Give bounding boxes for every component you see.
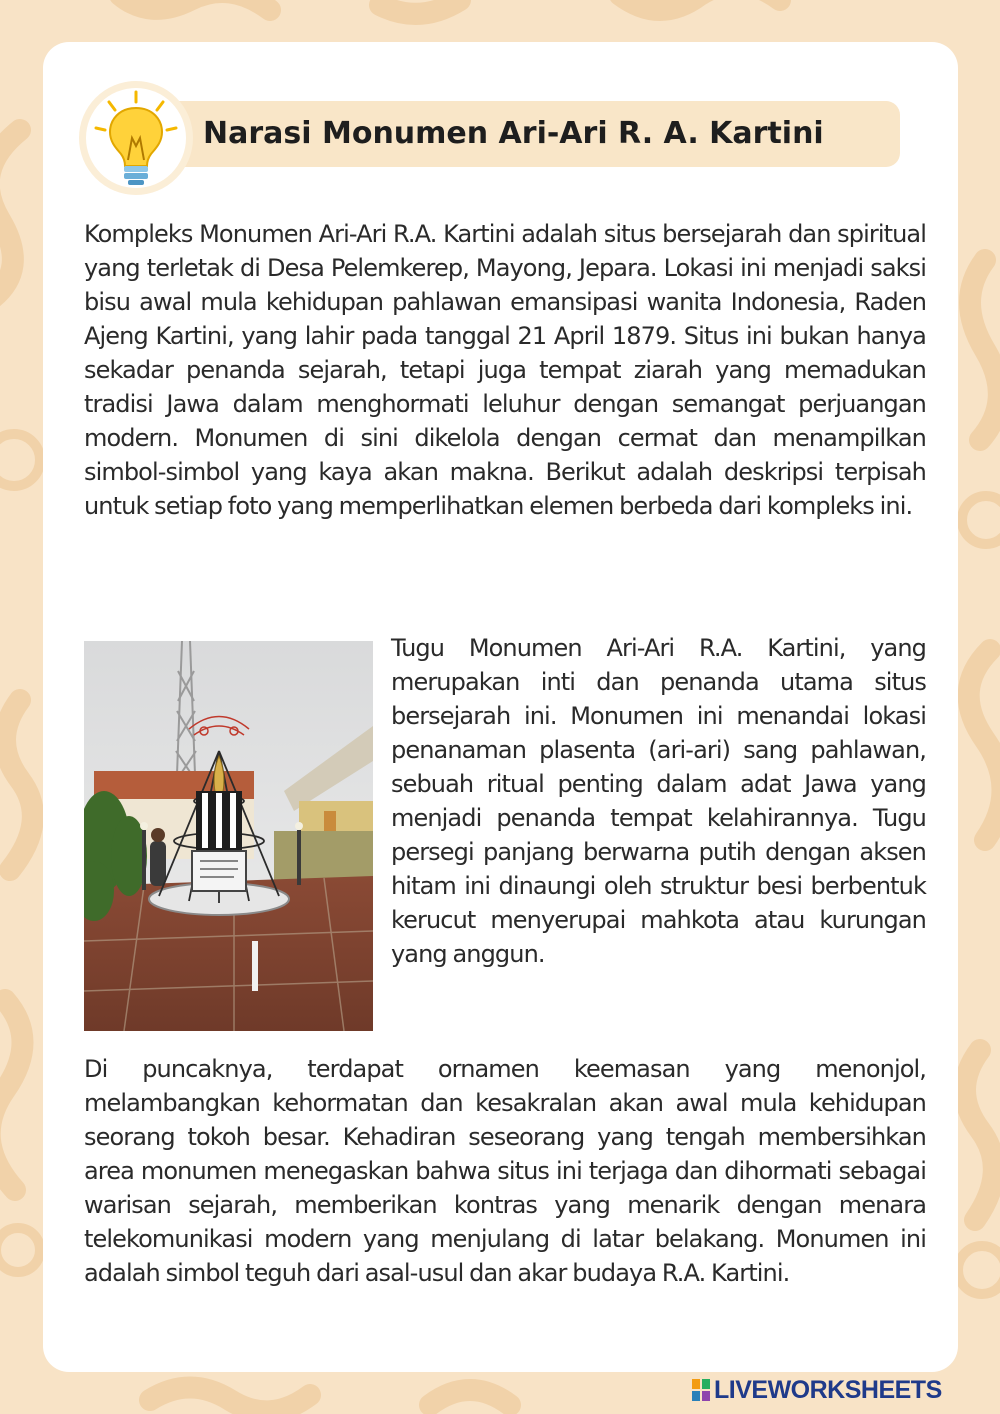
liveworksheets-brand-text: LIVEWORKSHEETS (714, 1376, 942, 1404)
photo-description: Tugu Monumen Ari-Ari R.A. Kartini, yang merupakan inti dan penanda utama situs bersejarah ini. Monumen ini menandai lokasi penanaman plasenta (ari-ari) sang pahlawan, sebuah ritual penting dalam adat Jawa yang menjadi penanda tempat kelahirannya. Tugu persegi panjang berwarna putih dengan aksen hitam ini dinaungi oleh struktur besi berbentuk kerucut menyerupai mahkota atau kurungan yang anggun. (391, 634, 926, 968)
monument-photo (84, 641, 373, 1031)
page-title: Narasi Monumen Ari-Ari R. A. Kartini (203, 116, 824, 151)
liveworksheets-logo-icon (692, 1379, 710, 1401)
liveworksheets-logo[interactable] (692, 1376, 992, 1404)
closing-paragraph: Di puncaknya, terdapat ornamen keemasan yang menonjol, melambangkan kehormatan dan kesakralan akan awal mula kehidupan seorang tokoh besar. Kehadiran seseorang yang tengah membersihkan area monumen menegaskan bahwa situs ini terjaga dan dihormati sebagai warisan sejarah, memberikan kontras yang menarik dengan menara telekomunikasi modern yang menjulang di latar belakang. Monumen ini adalah simbol teguh dari asal-usul dan akar budaya R.A. Kartini. (84, 1055, 926, 1287)
lightbulb-icon (76, 78, 196, 198)
intro-paragraph: Kompleks Monumen Ari-Ari R.A. Kartini adalah situs bersejarah dan spiritual yang terletak di Desa Pelemkerep, Mayong, Jepara. Lokasi ini menjadi saksi bisu awal mula kehidupan pahlawan emansipasi wanita Indonesia, Raden Ajeng Kartini, yang lahir pada tanggal 21 April 1879. Situs ini bukan hanya sekadar penanda sejarah, tetapi juga tempat ziarah yang memadukan tradisi Jawa dalam menghormati leluhur dengan semangat perjuangan modern. Monumen di sini dikelola dengan cermat dan menampilkan simbol-simbol yang kaya akan makna. Berikut adalah deskripsi terpisah untuk setiap foto yang memperlihatkan elemen berbeda dari kompleks ini. (84, 220, 926, 520)
